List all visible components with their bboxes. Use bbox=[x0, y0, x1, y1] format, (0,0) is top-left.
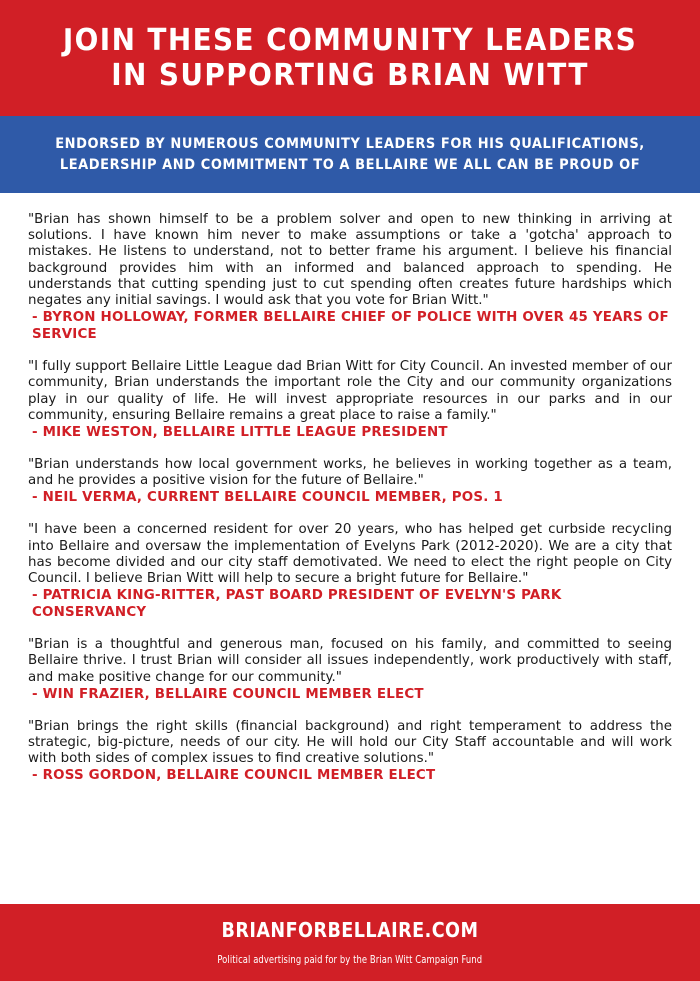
political-disclaimer bbox=[0, 953, 700, 966]
title-banner bbox=[0, 0, 700, 116]
website-url bbox=[0, 918, 700, 942]
testimonials-list bbox=[28, 212, 672, 800]
page-title: JOIN THESE COMMUNITY LEADERS IN SUPPORTING BRIAN WITT bbox=[62, 23, 638, 93]
website-url-text: BRIANFORBELLAIRE.COM bbox=[221, 918, 479, 942]
testimonial-quote: "Brian understands how local government works, he believes in working together as a team, and he provides a positive vision for the future of Bellaire." bbox=[28, 457, 672, 489]
testimonial-quote: "I fully support Bellaire Little League dad Brian Witt for City Council. An invested member of our community, Brian understands the important role the City and our community organizations play in our quality of life. He will invest appropriate resources in our parks and in our community, ensuring Bellaire remains a great place to raise a family." bbox=[28, 359, 672, 423]
testimonial-quote: "I have been a concerned resident for over 20 years, who has helped get curbside recycling into Bellaire and oversaw the implementation of Evelyns Park (2012-2020). We are a city that has become divided and our city staff demotivated. We need to elect the right people on City Council. I believe Brian Witt will help to secure a bright future for Bellaire." bbox=[28, 522, 672, 587]
testimonial-attribution: - BYRON HOLLOWAY, FORMER BELLAIRE CHIEF OF POLICE WITH OVER 45 YEARS OF SERVICE bbox=[32, 310, 669, 343]
testimonial-weston bbox=[28, 359, 672, 441]
testimonial-attribution: - NEIL VERMA, CURRENT BELLAIRE COUNCIL MEMBER, POS. 1 bbox=[32, 490, 503, 506]
testimonial-attribution: - MIKE WESTON, BELLAIRE LITTLE LEAGUE PRESIDENT bbox=[32, 425, 448, 441]
testimonial-attribution: - WIN FRAZIER, BELLAIRE COUNCIL MEMBER ELECT bbox=[32, 686, 424, 702]
political-disclaimer-text: Political advertising paid for by the Brian Witt Campaign Fund bbox=[217, 953, 483, 966]
testimonial-king-ritter bbox=[28, 522, 672, 621]
testimonial-quote: "Brian has shown himself to be a problem solver and open to new thinking in arriving at solutions. I have known him never to make assumptions or take a 'gotcha' approach to mistakes. He listens to understand, not to better frame his argument. I believe his financial background provides him with an informed and balanced approach to spending. He understands that cutting spending just to cut spending often creates future hardships which negates any initial savings. I would ask that you vote for Brian Witt." bbox=[28, 212, 672, 309]
page-subtitle: ENDORSED BY NUMEROUS COMMUNITY LEADERS FOR HIS QUALIFICATIONS, LEADERSHIP AND COMMITMENT TO A BELLAIRE WE ALL CAN BE PROUD OF bbox=[55, 135, 645, 173]
footer-banner bbox=[0, 904, 700, 981]
testimonial-quote: "Brian is a thoughtful and generous man, focused on his family, and committed to seeing Bellaire thrive. I trust Brian will consider all issues independently, work productively with staff, and make positive change for our community." bbox=[28, 637, 672, 685]
testimonial-attribution: - PATRICIA KING-RITTER, PAST BOARD PRESIDENT OF EVELYN'S PARK CONSERVANCY bbox=[32, 588, 562, 621]
testimonial-holloway bbox=[28, 212, 672, 343]
testimonial-gordon bbox=[28, 719, 672, 785]
subtitle-banner bbox=[0, 116, 700, 193]
testimonial-attribution: - ROSS GORDON, BELLAIRE COUNCIL MEMBER ELECT bbox=[32, 768, 436, 784]
testimonial-quote: "Brian brings the right skills (financial background) and right temperament to address the strategic, big-picture, needs of our city. He will hold our City Staff accountable and will work with both sides of complex issues to find creative solutions." bbox=[28, 718, 672, 767]
testimonial-verma bbox=[28, 457, 672, 506]
testimonial-frazier bbox=[28, 637, 672, 703]
